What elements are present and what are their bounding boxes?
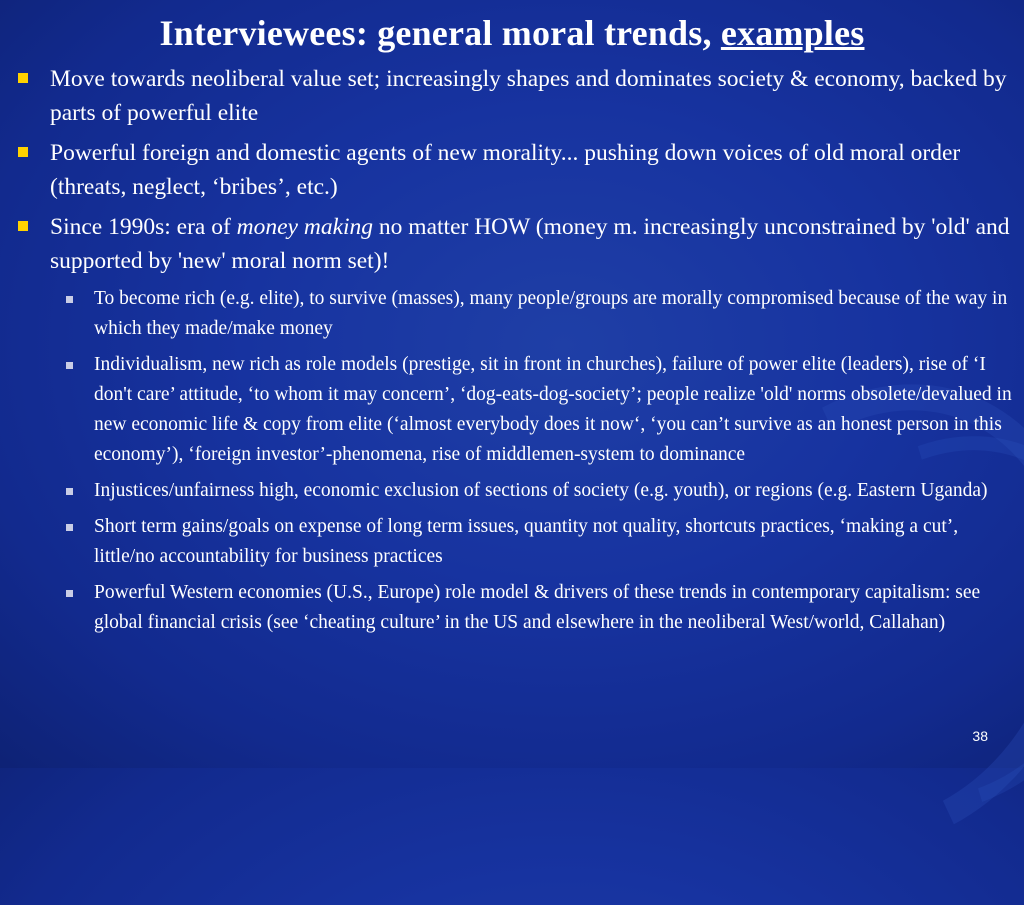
sub-bullet-text: Powerful Western economies (U.S., Europe) role model & drivers of these trends in contemporary capitalism: see global financial crisis (see ‘cheating culture’ in the US and elsewhere in the neoliberal West/world, Callahan) xyxy=(94,582,981,633)
small-square-bullet-icon xyxy=(66,488,73,495)
sub-bullet-item xyxy=(14,512,1014,572)
bullet-item xyxy=(14,62,1014,130)
slide-title-text: Interviewees: general moral trends, xyxy=(159,13,721,53)
sub-bullet-text: Injustices/unfairness high, economic exclusion of sections of society (e.g. youth), or regions (e.g. Eastern Uganda) xyxy=(94,480,988,501)
slide-title xyxy=(0,12,1024,54)
sub-bullet-item xyxy=(14,578,1014,638)
page-number: 38 xyxy=(972,728,988,744)
square-bullet-icon xyxy=(18,221,28,231)
bullet-item xyxy=(14,210,1014,278)
sub-bullet-item xyxy=(14,284,1014,344)
sub-bullet-text: To become rich (e.g. elite), to survive (masses), many people/groups are morally compromised because of the way in which they made/make money xyxy=(94,288,1008,339)
small-square-bullet-icon xyxy=(66,296,73,303)
sub-bullet-text: Individualism, new rich as role models (prestige, sit in front in churches), failure of power elite (leaders), rise of ‘I don't care’ attitude, ‘to whom it may concern’, ‘dog-eats-dog-society’; people realize 'old' norms obsolete/devalued in new economic life & copy from elite (‘almost everybody does it now‘, ‘you can’t survive as an honest person in this economy’), ‘foreign investor’-phenomena, rise of middlemen-system to dominance xyxy=(94,354,1012,465)
bullet-text: Move towards neoliberal value set; increasingly shapes and dominates society & economy, backed by parts of powerful elite xyxy=(50,66,1007,126)
small-square-bullet-icon xyxy=(66,524,73,531)
bullet-text: Powerful foreign and domestic agents of new morality... pushing down voices of old moral order (threats, neglect, ‘bribes’, etc.) xyxy=(50,140,961,200)
examples-link[interactable]: examples xyxy=(720,13,865,53)
small-square-bullet-icon xyxy=(66,590,73,597)
sub-bullet-text: Short term gains/goals on expense of long term issues, quantity not quality, shortcuts practices, ‘making a cut’, little/no accountability for business practices xyxy=(94,516,959,567)
square-bullet-icon xyxy=(18,147,28,157)
bullet-text-pre: Since 1990s: era of xyxy=(50,214,237,240)
sub-bullet-item xyxy=(14,350,1014,470)
sub-bullet-list xyxy=(14,284,1014,638)
small-square-bullet-icon xyxy=(66,362,73,369)
square-bullet-icon xyxy=(18,73,28,83)
bullet-text-emphasis: money making xyxy=(236,214,374,240)
bullet-item xyxy=(14,136,1014,204)
bullet-text-post: no matter HOW (money m. increasingly unconstrained by 'old' and supported by 'new' moral norm set)! xyxy=(50,214,1010,274)
slide-body xyxy=(14,62,1014,644)
sub-bullet-item xyxy=(14,476,1014,506)
